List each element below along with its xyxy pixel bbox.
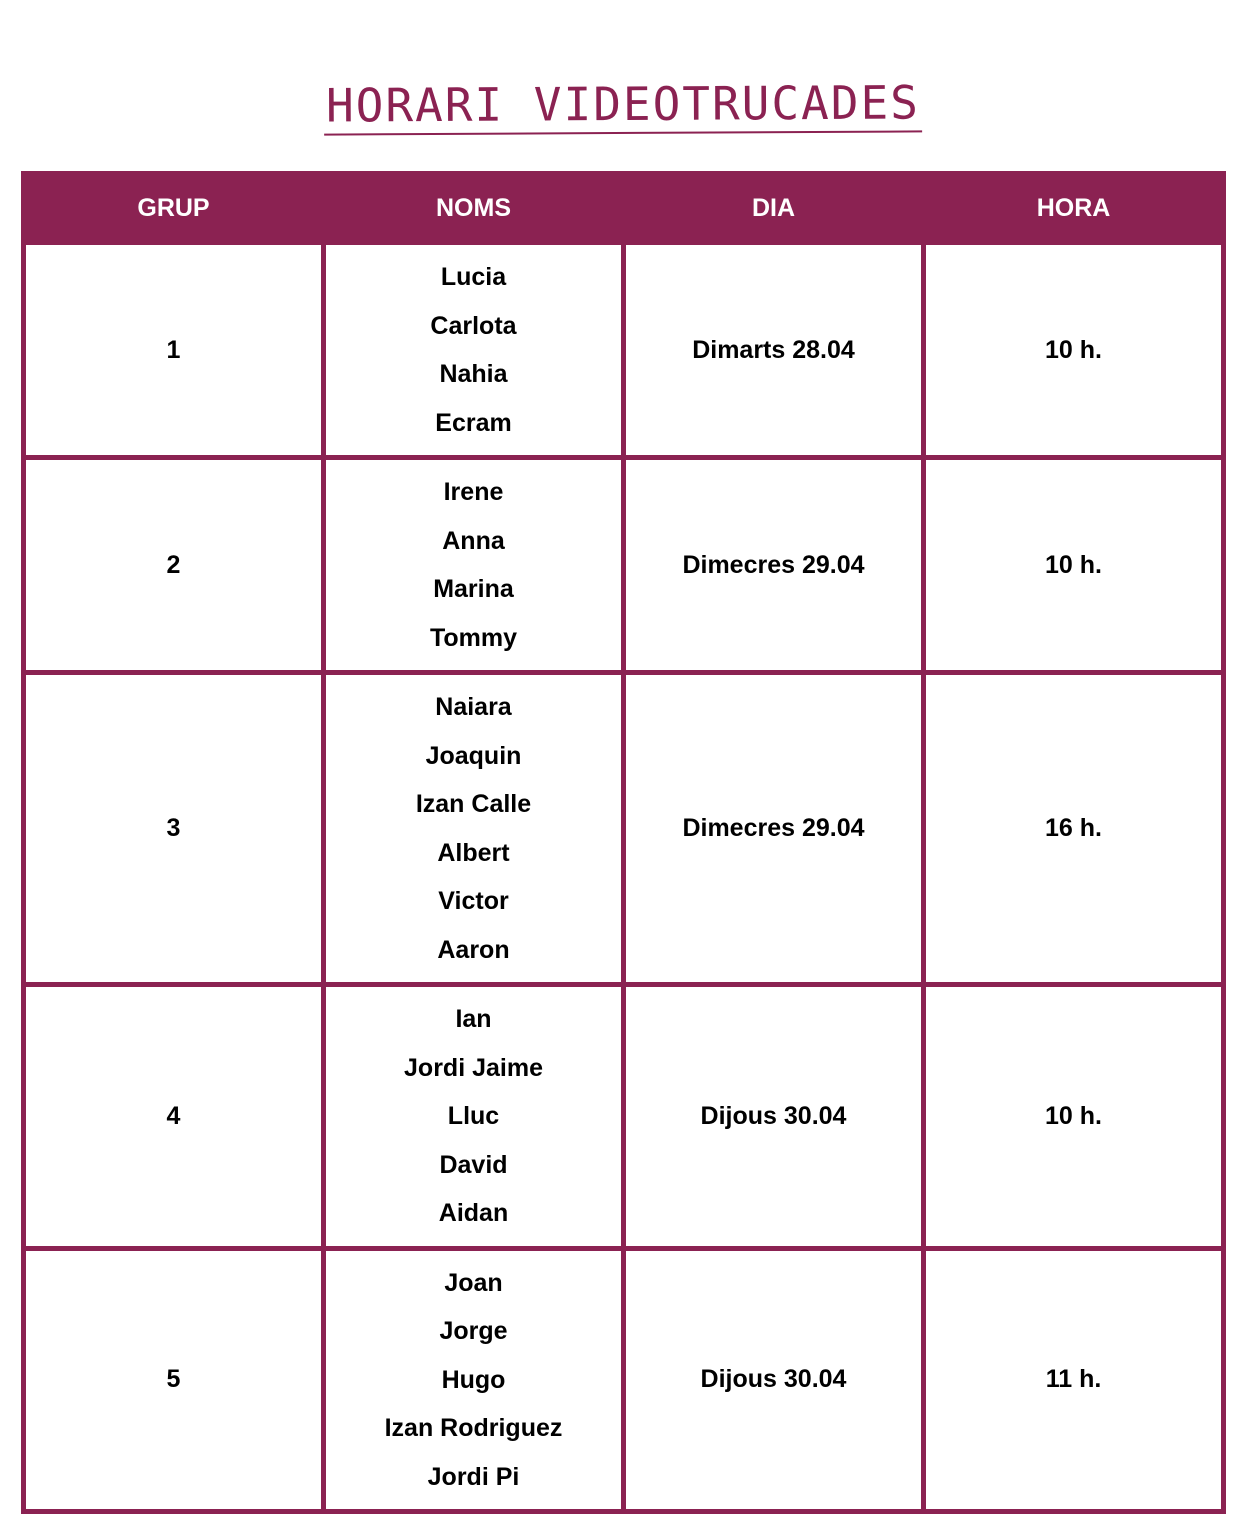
member-name: David: [439, 1150, 508, 1179]
member-name: Naiara: [435, 693, 512, 721]
header-noms: NOMS: [324, 174, 624, 243]
member-name: Jorge: [439, 1317, 508, 1345]
cell-hora: 16 h.: [924, 673, 1224, 985]
member-name: Izan Rodriguez: [384, 1414, 563, 1442]
table-row: [24, 243, 1224, 458]
cell-noms: [324, 1248, 624, 1512]
table-row: [24, 1248, 1224, 1512]
cell-noms: [324, 458, 624, 673]
member-name: Jordi Pi: [427, 1462, 520, 1491]
member-name: Albert: [437, 838, 510, 867]
title-container: [0, 75, 1246, 134]
cell-noms: [324, 673, 624, 985]
cell-dia: Dimecres 29.04: [624, 673, 924, 985]
member-name: Marina: [433, 575, 514, 603]
member-name: Hugo: [441, 1365, 506, 1394]
table-row: [24, 458, 1224, 673]
member-name: Joan: [444, 1268, 503, 1297]
table-row: [24, 673, 1224, 985]
cell-grup: 5: [24, 1248, 324, 1512]
member-name: Lluc: [447, 1102, 500, 1130]
cell-noms: [324, 985, 624, 1249]
member-name: Nahia: [439, 360, 508, 388]
member-name: Anna: [442, 526, 505, 555]
member-name: Ecram: [435, 408, 512, 437]
member-name: Jordi Jaime: [404, 1053, 543, 1082]
schedule-table: [21, 171, 1226, 1514]
header-hora: HORA: [924, 174, 1224, 243]
member-name: Tommy: [429, 623, 518, 652]
member-name: Izan Calle: [415, 790, 532, 818]
header-row: [24, 174, 1224, 243]
header-grup: GRUP: [24, 174, 324, 243]
cell-grup: 3: [24, 673, 324, 985]
member-name: Aidan: [438, 1199, 509, 1227]
cell-grup: 2: [24, 458, 324, 673]
cell-grup: 1: [24, 243, 324, 458]
cell-hora: 10 h.: [924, 458, 1224, 673]
member-name: Carlota: [430, 311, 517, 340]
cell-dia: Dimarts 28.04: [624, 243, 924, 458]
cell-hora: 10 h.: [924, 243, 1224, 458]
header-dia: DIA: [624, 174, 924, 243]
cell-dia: Dijous 30.04: [624, 985, 924, 1249]
member-name: Irene: [443, 478, 504, 506]
member-name: Lucia: [440, 263, 507, 291]
cell-dia: Dimecres 29.04: [624, 458, 924, 673]
cell-hora: 10 h.: [924, 985, 1224, 1249]
member-name: Aaron: [437, 935, 510, 964]
cell-noms: [324, 243, 624, 458]
table-row: [24, 985, 1224, 1249]
page-title: HORARI VIDEOTRUCADES: [324, 76, 922, 135]
member-name: Ian: [455, 1005, 492, 1033]
table-header: [24, 174, 1224, 243]
table-body: [24, 243, 1224, 1512]
cell-grup: 4: [24, 985, 324, 1249]
cell-dia: Dijous 30.04: [624, 1248, 924, 1512]
cell-hora: 11 h.: [924, 1248, 1224, 1512]
member-name: Joaquin: [425, 741, 522, 770]
member-name: Victor: [438, 887, 509, 915]
